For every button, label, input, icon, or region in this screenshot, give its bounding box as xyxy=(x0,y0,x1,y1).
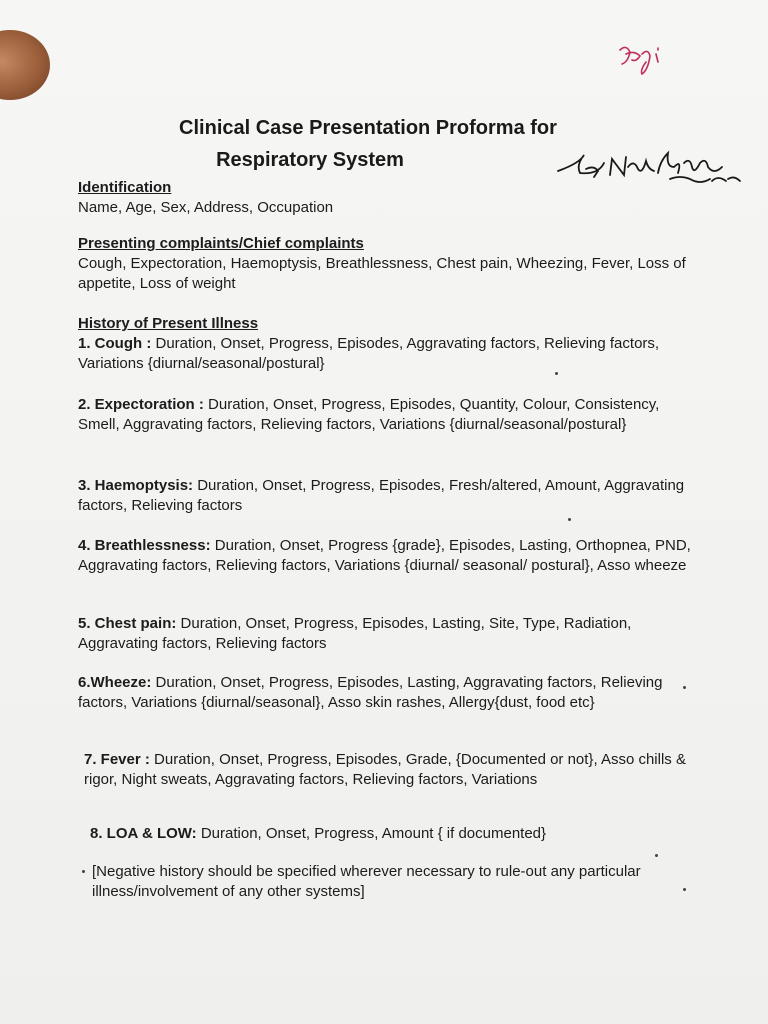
hpi-item-fever xyxy=(84,750,704,790)
title-line-1: Clinical Case Presentation Proforma for xyxy=(179,117,557,139)
scan-speck xyxy=(555,372,558,375)
scan-speck xyxy=(82,870,85,873)
hpi-item-text: Duration, Onset, Progress {grade}, Episodes, Lasting, Orthopnea, PND, Aggravating factors, Relieving factors, Variations {diurnal/ seasonal/ postural}, Asso wheeze xyxy=(78,537,691,574)
identification-section xyxy=(78,178,698,218)
hpi-item-loa-low xyxy=(90,824,710,844)
negative-history-note: [Negative history should be specified wherever necessary to rule-out any particular illness/involvement of any other systems] xyxy=(92,863,641,900)
hpi-item-label: 7. Fever : xyxy=(84,751,150,768)
scan-speck xyxy=(683,888,686,891)
hpi-item-text: Duration, Onset, Progress, Episodes, Fresh/altered, Amount, Aggravating factors, Relieving factors xyxy=(78,477,685,514)
title-line-2: Respiratory System xyxy=(216,149,404,171)
hpi-heading-block xyxy=(78,314,698,334)
scan-speck xyxy=(655,854,658,857)
hpi-item-wheeze xyxy=(78,673,698,713)
complaints-section xyxy=(78,234,698,294)
hpi-item-label: 3. Haemoptysis: xyxy=(78,477,194,494)
hpi-item-label: 4. Breathlessness: xyxy=(78,537,211,554)
hpi-item-cough xyxy=(78,334,698,374)
complaints-heading: Presenting complaints/Chief complaints xyxy=(78,235,364,252)
hpi-item-expectoration xyxy=(78,395,698,435)
hpi-item-label: 8. LOA & LOW: xyxy=(90,825,197,842)
finger-shadow xyxy=(0,30,50,100)
hpi-item-chest-pain xyxy=(78,614,698,654)
hpi-heading: History of Present Illness xyxy=(78,315,259,332)
identification-heading: Identification xyxy=(78,179,172,196)
hpi-item-haemoptysis xyxy=(78,476,698,516)
complaints-text: Cough, Expectoration, Haemoptysis, Breathlessness, Chest pain, Wheezing, Fever, Loss of appetite, Loss of weight xyxy=(78,255,686,292)
scan-speck xyxy=(683,686,686,689)
scan-speck xyxy=(568,518,571,521)
hpi-item-text: Duration, Onset, Progress, Episodes, Grade, {Documented or not}, Asso chills & rigor, Night sweats, Aggravating factors, Relieving factors, Variations xyxy=(84,751,686,788)
handwritten-mark xyxy=(612,40,672,85)
hpi-item-text: Duration, Onset, Progress, Amount { if documented} xyxy=(196,825,547,842)
hpi-item-breathlessness xyxy=(78,536,698,576)
hpi-item-text: Duration, Onset, Progress, Episodes, Quantity, Colour, Consistency, Smell, Aggravating factors, Relieving factors, Variations {diurnal/seasonal/postural} xyxy=(78,396,660,433)
hpi-item-label: 2. Expectoration : xyxy=(78,396,204,413)
hpi-item-text: Duration, Onset, Progress, Episodes, Aggravating factors, Relieving factors, Variations {diurnal/seasonal/postural} xyxy=(78,335,660,372)
hpi-item-text: Duration, Onset, Progress, Episodes, Lasting, Aggravating factors, Relieving factors, Variations {diurnal/seasonal}, Asso skin rashes, Allergy{dust, food etc} xyxy=(78,674,663,711)
hpi-item-label: 1. Cough : xyxy=(78,335,152,352)
identification-text: Name, Age, Sex, Address, Occupation xyxy=(78,199,334,216)
hpi-item-label: 6.Wheeze: xyxy=(78,674,152,691)
hpi-item-text: Duration, Onset, Progress, Episodes, Lasting, Site, Type, Radiation, Aggravating factors, Relieving factors xyxy=(78,615,632,652)
hpi-item-label: 5. Chest pain: xyxy=(78,615,177,632)
